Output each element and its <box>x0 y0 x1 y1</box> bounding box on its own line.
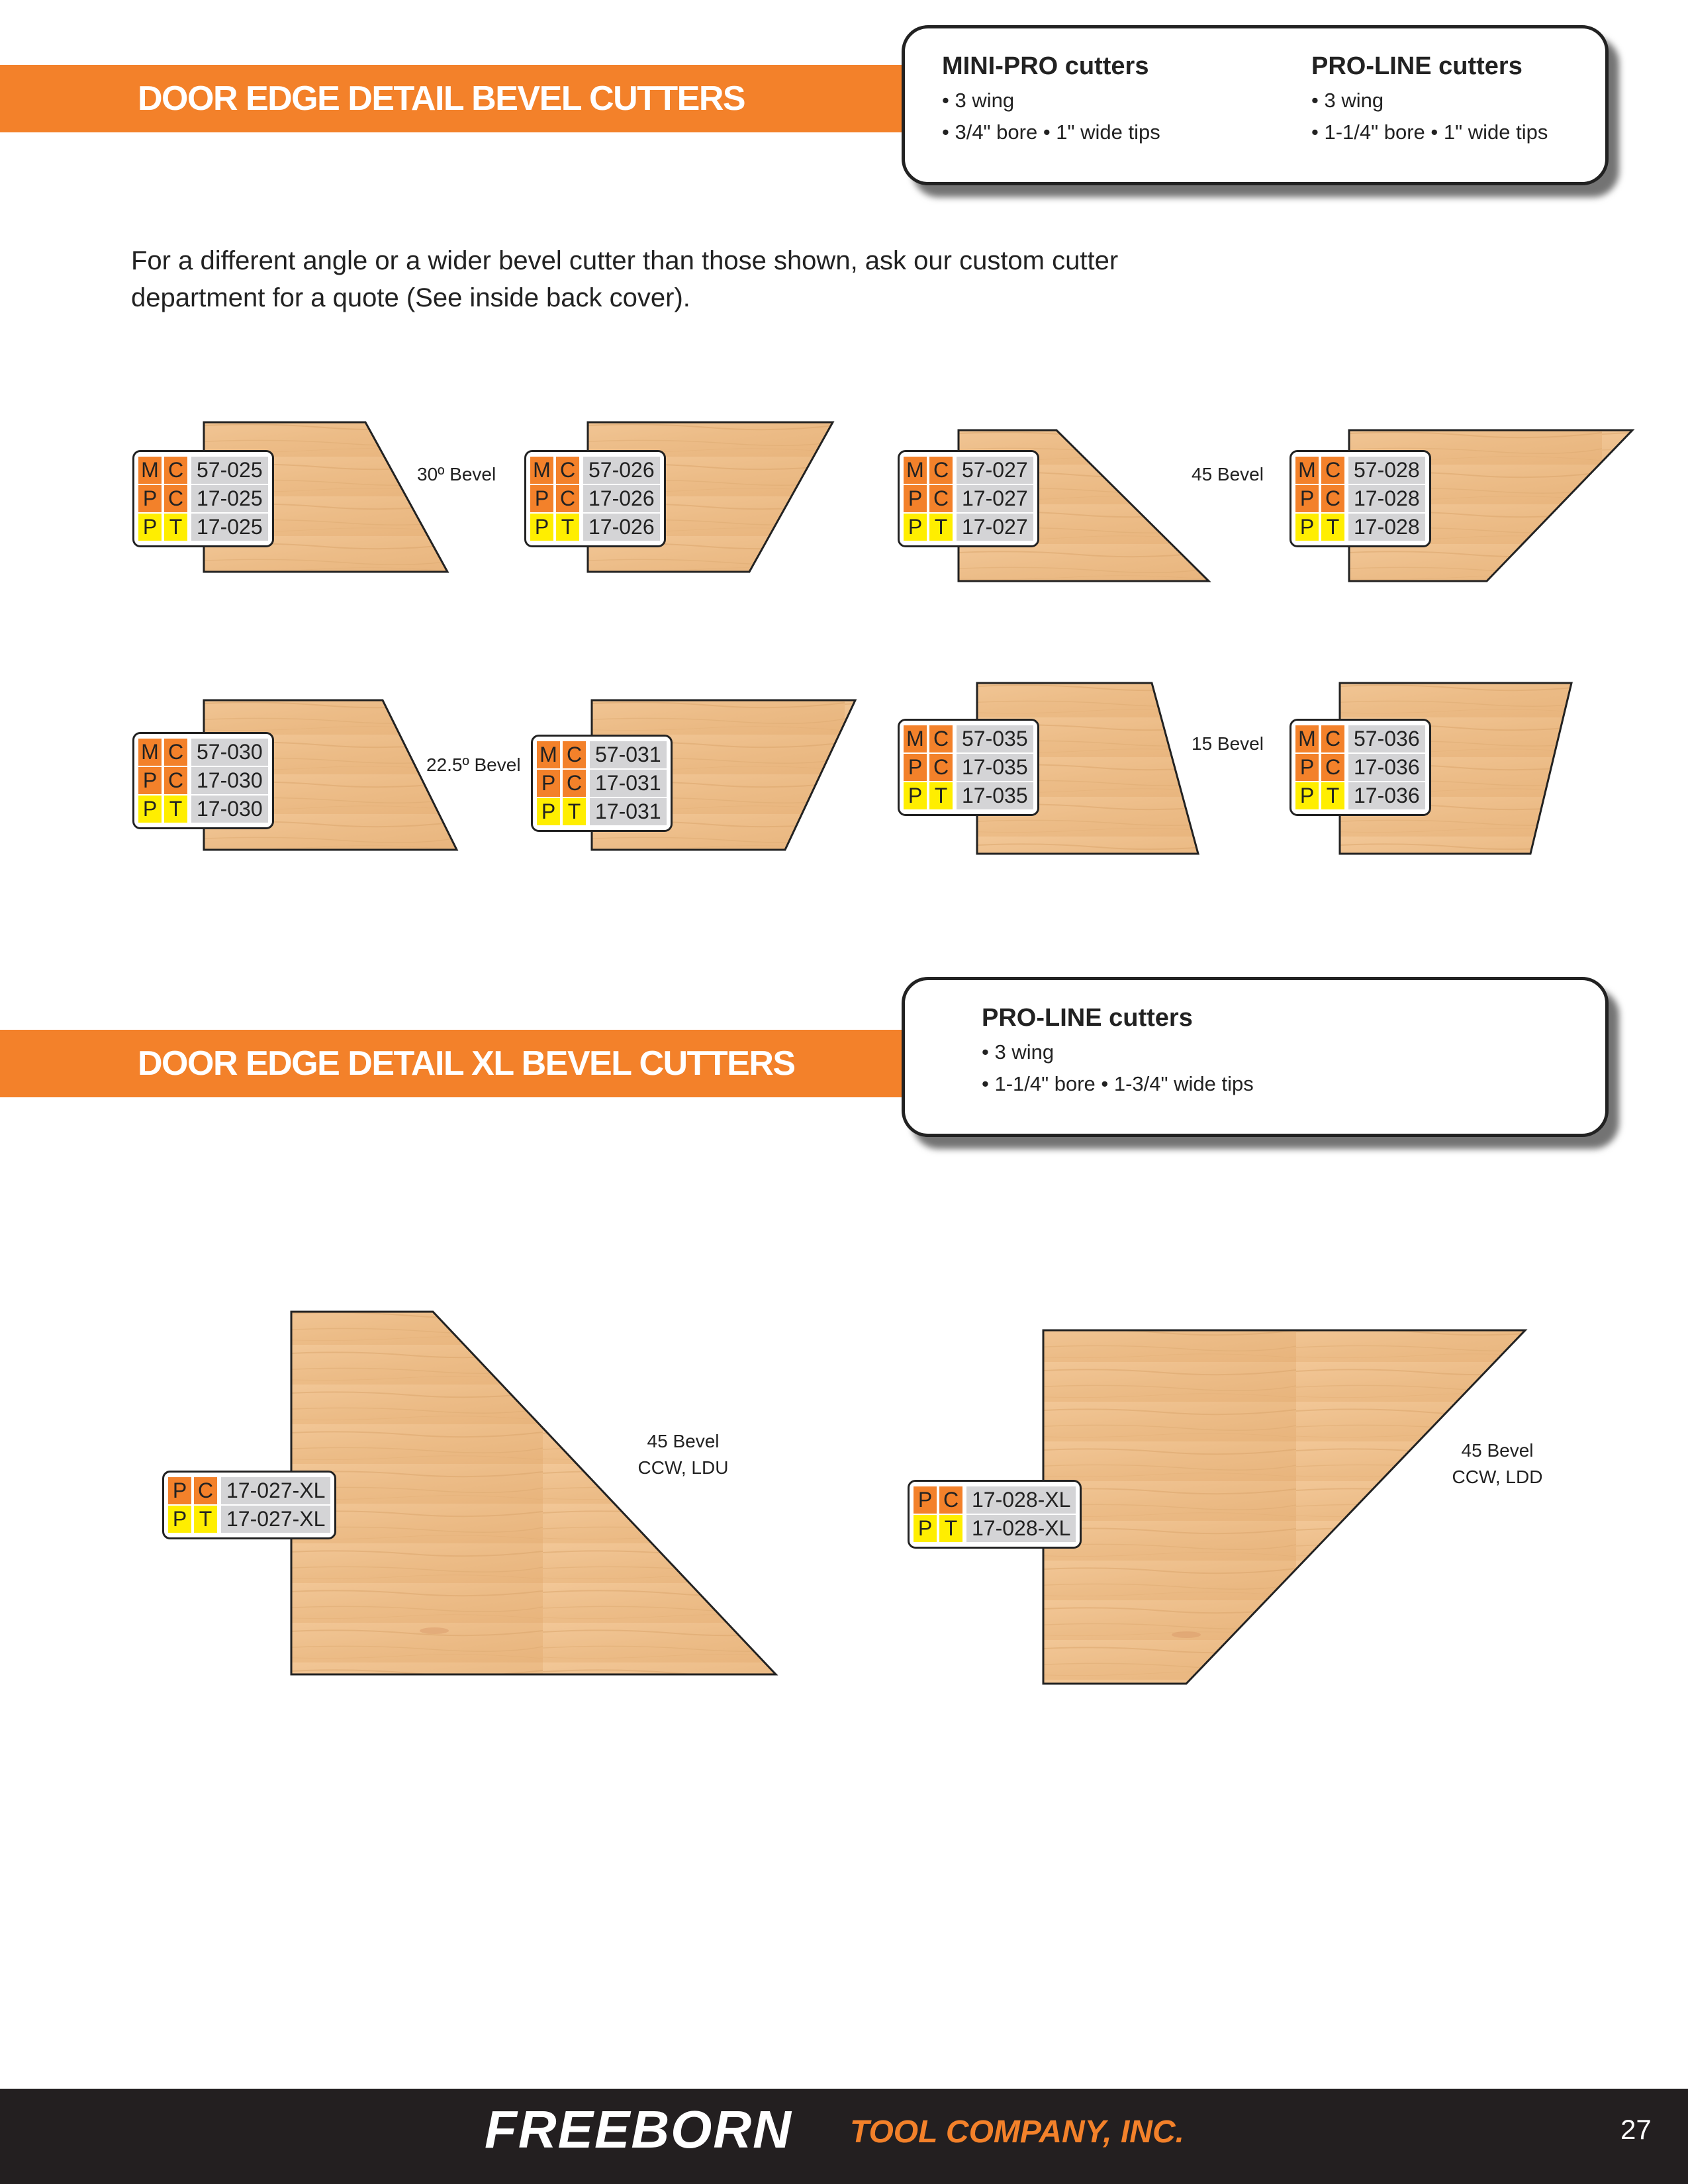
code-box-035 <box>898 719 1039 816</box>
proline-heading: PRO-LINE cutters <box>1311 52 1523 80</box>
letter-c: C <box>1321 725 1344 752</box>
letter-c: C <box>1321 754 1344 781</box>
footer-company: TOOL COMPANY, INC. <box>850 2115 1184 2150</box>
code-number: 17-031 <box>590 770 667 797</box>
bevel-label-15: 15 Bevel <box>1192 733 1264 754</box>
section-banner-bevel: DOOR EDGE DETAIL BEVEL CUTTERS <box>0 65 904 132</box>
letter-p: P <box>537 798 560 825</box>
code-row-pt <box>904 514 1033 541</box>
code-number: 57-036 <box>1348 725 1425 752</box>
code-row-pc <box>168 1477 330 1504</box>
code-row-pc <box>537 770 667 797</box>
letter-m: M <box>904 725 927 752</box>
bevel-label-45: 45 Bevel <box>1192 464 1264 484</box>
letter-c: C <box>194 1477 217 1504</box>
letter-m: M <box>1295 457 1319 484</box>
page-number: 27 <box>1620 2114 1652 2145</box>
xl-bevel-shape-027 <box>278 1305 781 1685</box>
xl-proline-line2: • 1-1/4" bore • 1-3/4" wide tips <box>982 1072 1254 1095</box>
letter-p: P <box>1295 754 1319 781</box>
xl-label-left-line2: CCW, LDU <box>637 1457 729 1478</box>
letter-t: T <box>164 514 187 541</box>
proline-line1: • 3 wing <box>1311 89 1384 112</box>
code-box-026 <box>524 450 666 547</box>
letter-c: C <box>563 770 586 797</box>
proline-line2: • 1-1/4" bore • 1" wide tips <box>1311 120 1548 144</box>
code-number: 57-028 <box>1348 457 1425 484</box>
code-row-mc <box>138 739 268 766</box>
proline-info <box>1311 52 1548 144</box>
letter-p: P <box>168 1477 191 1504</box>
cutter-info-box <box>902 25 1609 185</box>
code-box-028 <box>1289 450 1431 547</box>
code-row-pc <box>138 485 268 512</box>
code-number: 17-027-XL <box>221 1506 330 1533</box>
letter-c: C <box>164 767 187 794</box>
xl-label-left-line1: 45 Bevel <box>647 1431 720 1451</box>
code-number: 57-031 <box>590 741 667 768</box>
code-row-mc <box>904 725 1033 752</box>
code-row-pt <box>168 1506 330 1533</box>
letter-m: M <box>138 739 162 766</box>
code-number: 57-035 <box>957 725 1033 752</box>
code-row-mc <box>537 741 667 768</box>
code-box-031 <box>531 735 673 832</box>
code-row-mc <box>904 457 1033 484</box>
letter-c: C <box>556 485 579 512</box>
letter-p: P <box>537 770 560 797</box>
letter-m: M <box>904 457 927 484</box>
letter-c: C <box>929 457 953 484</box>
code-number: 17-036 <box>1348 782 1425 809</box>
code-number: 17-030 <box>191 767 268 794</box>
xl-label-left <box>629 1428 737 1481</box>
code-row-pt <box>138 514 268 541</box>
letter-t: T <box>556 514 579 541</box>
letter-c: C <box>929 754 953 781</box>
letter-p: P <box>530 485 553 512</box>
code-row-mc <box>1295 725 1425 752</box>
letter-m: M <box>530 457 553 484</box>
letter-p: P <box>530 514 553 541</box>
code-row-pt <box>530 514 660 541</box>
code-number: 17-025 <box>191 485 268 512</box>
code-number: 17-035 <box>957 754 1033 781</box>
letter-c: C <box>929 485 953 512</box>
code-number: 17-036 <box>1348 754 1425 781</box>
code-number: 17-031 <box>590 798 667 825</box>
letter-t: T <box>929 782 953 809</box>
code-number: 17-026 <box>583 514 660 541</box>
code-number: 17-028 <box>1348 485 1425 512</box>
code-box-027 <box>898 450 1039 547</box>
minipro-line2: • 3/4" bore • 1" wide tips <box>942 120 1160 144</box>
letter-t: T <box>164 796 187 823</box>
code-box-028-xl <box>908 1480 1082 1549</box>
letter-c: C <box>164 485 187 512</box>
letter-p: P <box>904 782 927 809</box>
letter-t: T <box>929 514 953 541</box>
letter-t: T <box>194 1506 217 1533</box>
code-row-pc <box>138 767 268 794</box>
letter-p: P <box>138 485 162 512</box>
letter-m: M <box>537 741 560 768</box>
code-box-027-xl <box>162 1471 336 1539</box>
code-number: 57-026 <box>583 457 660 484</box>
xl-proline-heading: PRO-LINE cutters <box>982 1004 1193 1032</box>
minipro-info <box>942 52 1160 144</box>
bevel-label-30: 30º Bevel <box>417 464 496 484</box>
code-row-pc <box>904 754 1033 781</box>
letter-t: T <box>1321 514 1344 541</box>
letter-c: C <box>1321 457 1344 484</box>
letter-m: M <box>1295 725 1319 752</box>
code-number: 57-030 <box>191 739 268 766</box>
footer-brand: FREEBORN <box>485 2100 792 2159</box>
xl-label-right-line2: CCW, LDD <box>1452 1467 1543 1487</box>
letter-p: P <box>904 754 927 781</box>
code-row-pt <box>1295 514 1425 541</box>
letter-t: T <box>563 798 586 825</box>
code-row-pc <box>1295 754 1425 781</box>
letter-p: P <box>1295 485 1319 512</box>
intro-text: For a different angle or a wider bevel cutter than those shown, ask our custom cutter department for a quote (See inside back cover). <box>131 246 1119 312</box>
letter-p: P <box>914 1486 937 1514</box>
code-row-mc <box>1295 457 1425 484</box>
letter-p: P <box>138 796 162 823</box>
code-row-pc <box>1295 485 1425 512</box>
code-number: 17-028 <box>1348 514 1425 541</box>
minipro-line1: • 3 wing <box>942 89 1015 112</box>
letter-p: P <box>168 1506 191 1533</box>
code-row-pt <box>904 782 1033 809</box>
code-row-pt <box>138 796 268 823</box>
code-number: 57-025 <box>191 457 268 484</box>
letter-c: C <box>563 741 586 768</box>
letter-c: C <box>556 457 579 484</box>
code-number: 17-026 <box>583 485 660 512</box>
code-row-mc <box>138 457 268 484</box>
code-number: 17-027 <box>957 514 1033 541</box>
code-row-pt <box>537 798 667 825</box>
letter-c: C <box>939 1486 962 1514</box>
code-box-025 <box>132 450 274 547</box>
code-number: 17-028-XL <box>966 1486 1076 1514</box>
minipro-heading: MINI-PRO cutters <box>942 52 1149 80</box>
code-number: 17-030 <box>191 796 268 823</box>
letter-c: C <box>164 739 187 766</box>
xl-label-right-line1: 45 Bevel <box>1461 1440 1534 1461</box>
footer-bar <box>0 2089 1688 2184</box>
letter-p: P <box>138 514 162 541</box>
code-number: 17-027-XL <box>221 1477 330 1504</box>
letter-m: M <box>138 457 162 484</box>
letter-p: P <box>904 514 927 541</box>
section-banner-xl-bevel: DOOR EDGE DETAIL XL BEVEL CUTTERS <box>0 1030 904 1097</box>
letter-p: P <box>914 1515 937 1542</box>
code-number: 17-027 <box>957 485 1033 512</box>
letter-t: T <box>1321 782 1344 809</box>
code-number: 57-027 <box>957 457 1033 484</box>
letter-c: C <box>929 725 953 752</box>
xl-label-right <box>1443 1437 1552 1490</box>
code-row-pc <box>904 485 1033 512</box>
letter-p: P <box>1295 782 1319 809</box>
code-row-mc <box>530 457 660 484</box>
bevel-label-22-5: 22.5º Bevel <box>426 754 521 775</box>
code-number: 17-035 <box>957 782 1033 809</box>
letter-p: P <box>904 485 927 512</box>
xl-bevel-shape-028 <box>1031 1322 1534 1694</box>
code-number: 17-028-XL <box>966 1515 1076 1542</box>
letter-p: P <box>1295 514 1319 541</box>
code-row-pc <box>914 1486 1076 1514</box>
letter-t: T <box>939 1515 962 1542</box>
code-row-pt <box>914 1515 1076 1542</box>
code-number: 17-025 <box>191 514 268 541</box>
code-row-pc <box>530 485 660 512</box>
xl-cutter-info-box <box>902 977 1609 1137</box>
letter-c: C <box>164 457 187 484</box>
code-box-030 <box>132 732 274 829</box>
letter-c: C <box>1321 485 1344 512</box>
xl-proline-info <box>982 1004 1254 1096</box>
code-box-036 <box>1289 719 1431 816</box>
letter-p: P <box>138 767 162 794</box>
code-row-pt <box>1295 782 1425 809</box>
xl-proline-line1: • 3 wing <box>982 1040 1055 1064</box>
